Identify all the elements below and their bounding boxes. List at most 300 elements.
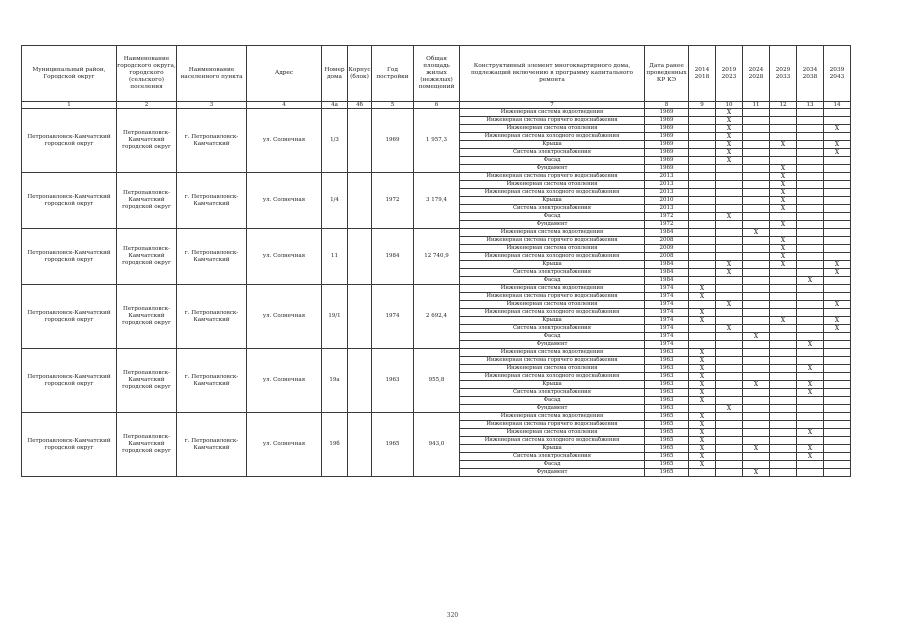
settlement-cell: Петропавловск-Камчатский городской округ bbox=[117, 109, 177, 173]
district-cell: Петропавловск-Камчатский городской округ bbox=[22, 349, 117, 413]
column-number: 6 bbox=[414, 102, 460, 109]
period-mark-cell bbox=[689, 197, 716, 205]
capital-repair-table bbox=[21, 45, 851, 477]
column-number: 4а bbox=[322, 102, 348, 109]
period-mark-cell bbox=[797, 261, 824, 269]
period-mark-cell: X bbox=[770, 261, 797, 269]
period-mark-cell bbox=[716, 189, 743, 197]
period-mark-cell bbox=[770, 117, 797, 125]
element-cell: Крыша bbox=[460, 261, 645, 269]
col-locality-header: Наименование населенного пункта bbox=[177, 46, 247, 102]
period-mark-cell bbox=[689, 173, 716, 181]
period-mark-cell bbox=[824, 237, 851, 245]
period-mark-cell bbox=[689, 221, 716, 229]
period-mark-cell bbox=[770, 389, 797, 397]
settlement-cell: Петропавловск-Камчатский городской округ bbox=[117, 173, 177, 229]
period-mark-cell bbox=[824, 293, 851, 301]
locality-cell: г. Петропавловск-Камчатский bbox=[177, 229, 247, 285]
period-mark-cell bbox=[743, 125, 770, 133]
period-mark-cell bbox=[824, 453, 851, 461]
period-mark-cell bbox=[797, 397, 824, 405]
period-mark-cell bbox=[689, 405, 716, 413]
period-mark-cell bbox=[743, 245, 770, 253]
period-mark-cell: X bbox=[824, 269, 851, 277]
period-mark-cell bbox=[743, 189, 770, 197]
period-mark-cell bbox=[824, 197, 851, 205]
period-mark-cell bbox=[743, 397, 770, 405]
period-mark-cell bbox=[797, 165, 824, 173]
period-mark-cell bbox=[797, 157, 824, 165]
period-mark-cell bbox=[716, 205, 743, 213]
period-mark-cell bbox=[797, 461, 824, 469]
period-mark-cell bbox=[770, 453, 797, 461]
period-mark-cell bbox=[716, 437, 743, 445]
prev-repair-date-cell: 1963 bbox=[645, 405, 689, 413]
element-cell: Система электроснабжения bbox=[460, 325, 645, 333]
period-mark-cell bbox=[689, 237, 716, 245]
element-cell: Фундамент bbox=[460, 165, 645, 173]
element-cell: Инженерная система холодного водоснабжения bbox=[460, 437, 645, 445]
element-cell: Инженерная система горячего водоснабжения bbox=[460, 117, 645, 125]
period-mark-cell bbox=[743, 165, 770, 173]
period-mark-cell: X bbox=[770, 181, 797, 189]
period-mark-cell bbox=[797, 109, 824, 117]
period-mark-cell bbox=[743, 221, 770, 229]
element-cell: Фундамент bbox=[460, 405, 645, 413]
area-cell: 2 692,4 bbox=[414, 285, 460, 349]
period-mark-cell: X bbox=[797, 445, 824, 453]
address-cell: ул. Солнечная bbox=[247, 349, 322, 413]
period-mark-cell bbox=[743, 341, 770, 349]
period-mark-cell bbox=[824, 165, 851, 173]
period-mark-cell bbox=[797, 309, 824, 317]
period-mark-cell bbox=[797, 173, 824, 181]
table-row bbox=[22, 349, 851, 357]
prev-repair-date-cell: 1984 bbox=[645, 277, 689, 285]
area-cell: 3 179,4 bbox=[414, 173, 460, 229]
element-cell: Фундамент bbox=[460, 469, 645, 477]
period-mark-cell bbox=[689, 109, 716, 117]
prev-repair-date-cell: 1965 bbox=[645, 421, 689, 429]
period-mark-cell bbox=[743, 365, 770, 373]
house-number-cell: 1/4 bbox=[322, 173, 348, 229]
district-cell: Петропавловск-Камчатский городской округ bbox=[22, 285, 117, 349]
period-mark-cell: X bbox=[716, 141, 743, 149]
period-mark-cell: X bbox=[743, 381, 770, 389]
period-mark-cell: X bbox=[716, 261, 743, 269]
prev-repair-date-cell: 1972 bbox=[645, 221, 689, 229]
period-mark-cell bbox=[689, 469, 716, 477]
period-mark-cell bbox=[689, 133, 716, 141]
period-mark-cell: X bbox=[770, 205, 797, 213]
prev-repair-date-cell: 1963 bbox=[645, 373, 689, 381]
period-mark-cell bbox=[770, 413, 797, 421]
period-mark-cell: X bbox=[824, 141, 851, 149]
period-mark-cell bbox=[770, 293, 797, 301]
period-mark-cell bbox=[770, 429, 797, 437]
period-mark-cell: X bbox=[743, 469, 770, 477]
period-mark-cell: X bbox=[689, 381, 716, 389]
col-block-header: Корпус (блок) bbox=[348, 46, 372, 102]
prev-repair-date-cell: 1969 bbox=[645, 157, 689, 165]
period-mark-cell bbox=[743, 405, 770, 413]
element-cell: Инженерная система отопления bbox=[460, 429, 645, 437]
prev-repair-date-cell: 1965 bbox=[645, 453, 689, 461]
period-mark-cell bbox=[797, 405, 824, 413]
period-mark-cell bbox=[824, 277, 851, 285]
period-mark-cell: X bbox=[689, 317, 716, 325]
period-mark-cell bbox=[743, 205, 770, 213]
prev-repair-date-cell: 1984 bbox=[645, 229, 689, 237]
element-cell: Инженерная система водоотведения bbox=[460, 285, 645, 293]
period-mark-cell: X bbox=[797, 389, 824, 397]
locality-cell: г. Петропавловск-Камчатский bbox=[177, 285, 247, 349]
prev-repair-date-cell: 1963 bbox=[645, 365, 689, 373]
prev-repair-date-cell: 1965 bbox=[645, 429, 689, 437]
prev-repair-date-cell: 2013 bbox=[645, 205, 689, 213]
period-mark-cell: X bbox=[797, 365, 824, 373]
settlement-cell: Петропавловск-Камчатский городской округ bbox=[117, 229, 177, 285]
column-number: 14 bbox=[824, 102, 851, 109]
prev-repair-date-cell: 1963 bbox=[645, 389, 689, 397]
period-mark-cell bbox=[770, 333, 797, 341]
period-mark-cell: X bbox=[689, 413, 716, 421]
period-mark-cell bbox=[770, 277, 797, 285]
prev-repair-date-cell: 1963 bbox=[645, 357, 689, 365]
period-mark-cell bbox=[743, 109, 770, 117]
period-mark-cell: X bbox=[716, 109, 743, 117]
period-mark-cell bbox=[716, 349, 743, 357]
period-mark-cell bbox=[689, 141, 716, 149]
period-mark-cell bbox=[770, 461, 797, 469]
column-number-row bbox=[22, 102, 851, 109]
element-cell: Фасад bbox=[460, 397, 645, 405]
column-number: 11 bbox=[743, 102, 770, 109]
locality-cell: г. Петропавловск-Камчатский bbox=[177, 413, 247, 477]
period-mark-cell bbox=[797, 237, 824, 245]
block-cell bbox=[348, 413, 372, 477]
period-mark-cell: X bbox=[716, 149, 743, 157]
address-cell: ул. Солнечная bbox=[247, 413, 322, 477]
period-mark-cell bbox=[824, 389, 851, 397]
period-mark-cell bbox=[797, 245, 824, 253]
prev-repair-date-cell: 2010 bbox=[645, 197, 689, 205]
element-cell: Инженерная система холодного водоснабжения bbox=[460, 309, 645, 317]
period-mark-cell: X bbox=[797, 381, 824, 389]
element-cell: Инженерная система холодного водоснабжения bbox=[460, 189, 645, 197]
period-mark-cell bbox=[770, 341, 797, 349]
period-mark-cell bbox=[689, 149, 716, 157]
period-mark-cell bbox=[743, 309, 770, 317]
period-mark-cell bbox=[824, 229, 851, 237]
col-period-header: 2029 2033 bbox=[770, 46, 797, 102]
period-mark-cell bbox=[716, 221, 743, 229]
period-mark-cell: X bbox=[824, 301, 851, 309]
column-number: 9 bbox=[689, 102, 716, 109]
period-mark-cell bbox=[824, 445, 851, 453]
period-mark-cell: X bbox=[743, 229, 770, 237]
prev-repair-date-cell: 1974 bbox=[645, 325, 689, 333]
period-mark-cell bbox=[797, 149, 824, 157]
period-mark-cell bbox=[743, 277, 770, 285]
house-number-cell: 19а bbox=[322, 349, 348, 413]
period-mark-cell: X bbox=[689, 373, 716, 381]
column-number: 4б bbox=[348, 102, 372, 109]
period-mark-cell bbox=[743, 213, 770, 221]
period-mark-cell bbox=[716, 365, 743, 373]
table-row bbox=[22, 173, 851, 181]
period-mark-cell bbox=[770, 445, 797, 453]
period-mark-cell bbox=[770, 365, 797, 373]
period-mark-cell bbox=[716, 421, 743, 429]
prev-repair-date-cell: 1974 bbox=[645, 293, 689, 301]
period-mark-cell: X bbox=[716, 157, 743, 165]
period-mark-cell bbox=[797, 413, 824, 421]
element-cell: Крыша bbox=[460, 445, 645, 453]
period-mark-cell bbox=[797, 437, 824, 445]
period-mark-cell bbox=[716, 277, 743, 285]
element-cell: Фасад bbox=[460, 213, 645, 221]
period-mark-cell: X bbox=[689, 453, 716, 461]
element-cell: Инженерная система отопления bbox=[460, 301, 645, 309]
period-mark-cell bbox=[743, 237, 770, 245]
period-mark-cell bbox=[824, 413, 851, 421]
period-mark-cell bbox=[824, 157, 851, 165]
period-mark-cell bbox=[770, 309, 797, 317]
prev-repair-date-cell: 1965 bbox=[645, 469, 689, 477]
element-cell: Инженерная система горячего водоснабжения bbox=[460, 293, 645, 301]
period-mark-cell bbox=[824, 469, 851, 477]
period-mark-cell: X bbox=[689, 349, 716, 357]
period-mark-cell bbox=[770, 357, 797, 365]
period-mark-cell bbox=[824, 405, 851, 413]
period-mark-cell bbox=[743, 269, 770, 277]
period-mark-cell: X bbox=[716, 125, 743, 133]
period-mark-cell: X bbox=[770, 165, 797, 173]
period-mark-cell bbox=[824, 285, 851, 293]
period-mark-cell bbox=[716, 181, 743, 189]
period-mark-cell bbox=[770, 397, 797, 405]
area-cell: 12 740,9 bbox=[414, 229, 460, 285]
period-mark-cell: X bbox=[743, 333, 770, 341]
locality-cell: г. Петропавловск-Камчатский bbox=[177, 173, 247, 229]
prev-repair-date-cell: 1974 bbox=[645, 285, 689, 293]
table-row bbox=[22, 109, 851, 117]
column-number: 12 bbox=[770, 102, 797, 109]
district-cell: Петропавловск-Камчатский городской округ bbox=[22, 173, 117, 229]
element-cell: Инженерная система водоотведения bbox=[460, 349, 645, 357]
period-mark-cell bbox=[716, 429, 743, 437]
element-cell: Инженерная система водоотведения bbox=[460, 413, 645, 421]
column-number: 10 bbox=[716, 102, 743, 109]
period-mark-cell bbox=[716, 469, 743, 477]
period-mark-cell bbox=[689, 189, 716, 197]
prev-repair-date-cell: 1974 bbox=[645, 301, 689, 309]
column-number: 3 bbox=[177, 102, 247, 109]
prev-repair-date-cell: 1969 bbox=[645, 133, 689, 141]
period-mark-cell bbox=[689, 261, 716, 269]
period-mark-cell bbox=[743, 117, 770, 125]
prev-repair-date-cell: 1965 bbox=[645, 437, 689, 445]
col-settlement-header: Наименование городского округа, городского (сельского) поселения bbox=[117, 46, 177, 102]
col-period-header: 2019 2023 bbox=[716, 46, 743, 102]
period-mark-cell bbox=[824, 381, 851, 389]
prev-repair-date-cell: 1969 bbox=[645, 141, 689, 149]
element-cell: Фасад bbox=[460, 157, 645, 165]
element-cell: Фундамент bbox=[460, 341, 645, 349]
period-mark-cell bbox=[797, 349, 824, 357]
period-mark-cell bbox=[797, 221, 824, 229]
period-mark-cell bbox=[770, 373, 797, 381]
period-mark-cell bbox=[689, 157, 716, 165]
period-mark-cell bbox=[824, 341, 851, 349]
period-mark-cell: X bbox=[770, 237, 797, 245]
period-mark-cell: X bbox=[689, 437, 716, 445]
period-mark-cell bbox=[689, 117, 716, 125]
prev-repair-date-cell: 1969 bbox=[645, 165, 689, 173]
period-mark-cell bbox=[743, 429, 770, 437]
locality-cell: г. Петропавловск-Камчатский bbox=[177, 349, 247, 413]
prev-repair-date-cell: 1974 bbox=[645, 309, 689, 317]
element-cell: Система электроснабжения bbox=[460, 269, 645, 277]
table-row bbox=[22, 285, 851, 293]
element-cell: Инженерная система горячего водоснабжения bbox=[460, 421, 645, 429]
period-mark-cell bbox=[797, 357, 824, 365]
period-mark-cell bbox=[743, 141, 770, 149]
period-mark-cell bbox=[743, 261, 770, 269]
period-mark-cell bbox=[743, 157, 770, 165]
period-mark-cell bbox=[743, 253, 770, 261]
period-mark-cell bbox=[824, 437, 851, 445]
period-mark-cell bbox=[743, 173, 770, 181]
period-mark-cell bbox=[716, 317, 743, 325]
build-year-cell: 1963 bbox=[372, 349, 414, 413]
element-cell: Система электроснабжения bbox=[460, 389, 645, 397]
column-number: 1 bbox=[22, 102, 117, 109]
period-mark-cell bbox=[797, 333, 824, 341]
period-mark-cell bbox=[689, 181, 716, 189]
period-mark-cell bbox=[716, 381, 743, 389]
column-number: 13 bbox=[797, 102, 824, 109]
table-row bbox=[22, 229, 851, 237]
period-mark-cell: X bbox=[716, 213, 743, 221]
period-mark-cell bbox=[689, 125, 716, 133]
settlement-cell: Петропавловск-Камчатский городской округ bbox=[117, 413, 177, 477]
house-number-cell: 19б bbox=[322, 413, 348, 477]
element-cell: Инженерная система отопления bbox=[460, 245, 645, 253]
period-mark-cell: X bbox=[689, 357, 716, 365]
period-mark-cell bbox=[716, 413, 743, 421]
period-mark-cell: X bbox=[824, 149, 851, 157]
col-period-header: 2024 2028 bbox=[743, 46, 770, 102]
address-cell: ул. Солнечная bbox=[247, 285, 322, 349]
col-period-header: 2014 2018 bbox=[689, 46, 716, 102]
element-cell: Крыша bbox=[460, 141, 645, 149]
period-mark-cell: X bbox=[689, 445, 716, 453]
period-mark-cell bbox=[716, 253, 743, 261]
prev-repair-date-cell: 1963 bbox=[645, 349, 689, 357]
period-mark-cell bbox=[743, 293, 770, 301]
period-mark-cell bbox=[824, 349, 851, 357]
element-cell: Инженерная система горячего водоснабжения bbox=[460, 357, 645, 365]
col-year-header: Год постройки bbox=[372, 46, 414, 102]
period-mark-cell bbox=[743, 301, 770, 309]
address-cell: ул. Солнечная bbox=[247, 229, 322, 285]
element-cell: Инженерная система отопления bbox=[460, 125, 645, 133]
period-mark-cell: X bbox=[770, 197, 797, 205]
house-number-cell: 1/3 bbox=[322, 109, 348, 173]
period-mark-cell bbox=[770, 109, 797, 117]
build-year-cell: 1965 bbox=[372, 413, 414, 477]
element-cell: Инженерная система водоотведения bbox=[460, 109, 645, 117]
period-mark-cell bbox=[716, 173, 743, 181]
build-year-cell: 1984 bbox=[372, 229, 414, 285]
period-mark-cell bbox=[743, 453, 770, 461]
period-mark-cell bbox=[770, 149, 797, 157]
col-house-header: Номер дома bbox=[322, 46, 348, 102]
period-mark-cell: X bbox=[689, 397, 716, 405]
period-mark-cell bbox=[770, 437, 797, 445]
period-mark-cell bbox=[743, 317, 770, 325]
period-mark-cell bbox=[716, 309, 743, 317]
period-mark-cell: X bbox=[716, 405, 743, 413]
element-cell: Крыша bbox=[460, 317, 645, 325]
period-mark-cell bbox=[716, 373, 743, 381]
page-number: 320 bbox=[446, 612, 459, 619]
column-number: 8 bbox=[645, 102, 689, 109]
prev-repair-date-cell: 2013 bbox=[645, 189, 689, 197]
period-mark-cell bbox=[743, 461, 770, 469]
district-cell: Петропавловск-Камчатский городской округ bbox=[22, 229, 117, 285]
period-mark-cell bbox=[689, 341, 716, 349]
prev-repair-date-cell: 2008 bbox=[645, 253, 689, 261]
period-mark-cell bbox=[824, 333, 851, 341]
area-cell: 1 957,3 bbox=[414, 109, 460, 173]
period-mark-cell bbox=[797, 285, 824, 293]
period-mark-cell bbox=[716, 229, 743, 237]
col-prev-repair-header: Дата ранее проведенных КР КЭ bbox=[645, 46, 689, 102]
period-mark-cell bbox=[797, 373, 824, 381]
period-mark-cell bbox=[824, 365, 851, 373]
period-mark-cell bbox=[824, 133, 851, 141]
table-row bbox=[22, 413, 851, 421]
period-mark-cell bbox=[689, 325, 716, 333]
element-cell: Инженерная система холодного водоснабжения bbox=[460, 133, 645, 141]
build-year-cell: 1974 bbox=[372, 285, 414, 349]
element-cell: Крыша bbox=[460, 381, 645, 389]
period-mark-cell bbox=[743, 437, 770, 445]
element-cell: Инженерная система горячего водоснабжения bbox=[460, 173, 645, 181]
period-mark-cell bbox=[797, 141, 824, 149]
period-mark-cell bbox=[689, 253, 716, 261]
period-mark-cell bbox=[797, 213, 824, 221]
period-mark-cell bbox=[824, 213, 851, 221]
period-mark-cell: X bbox=[716, 301, 743, 309]
locality-cell: г. Петропавловск-Камчатский bbox=[177, 109, 247, 173]
element-cell: Инженерная система горячего водоснабжения bbox=[460, 237, 645, 245]
element-cell: Фасад bbox=[460, 461, 645, 469]
period-mark-cell bbox=[716, 389, 743, 397]
period-mark-cell bbox=[797, 197, 824, 205]
prev-repair-date-cell: 1965 bbox=[645, 461, 689, 469]
period-mark-cell: X bbox=[770, 253, 797, 261]
period-mark-cell: X bbox=[689, 309, 716, 317]
period-mark-cell bbox=[716, 165, 743, 173]
period-mark-cell bbox=[824, 397, 851, 405]
element-cell: Фасад bbox=[460, 277, 645, 285]
period-mark-cell bbox=[716, 357, 743, 365]
element-cell: Система электроснабжения bbox=[460, 149, 645, 157]
